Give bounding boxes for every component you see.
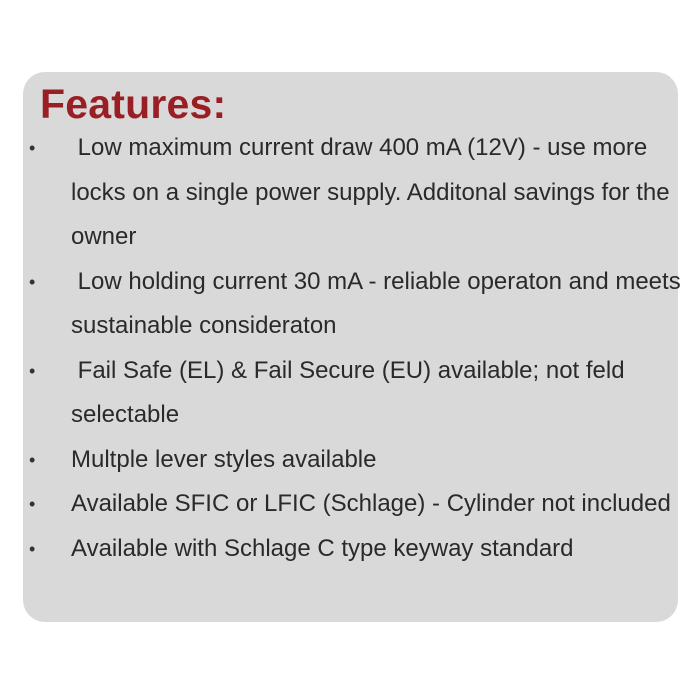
feature-text: Low maximum current draw 400 mA (12V) - use more locks on a single power supply. Additonal savings for the owner — [71, 134, 677, 250]
feature-text: Low holding current 30 mA - reliable operaton and meets sustainable consideraton — [71, 267, 688, 339]
feature-item — [0, 260, 700, 349]
bullet-icon: • — [29, 449, 36, 470]
bullet-icon: • — [29, 271, 36, 292]
feature-item — [0, 438, 700, 483]
features-title: Features: — [40, 81, 227, 127]
bullet-icon: • — [29, 138, 36, 158]
feature-item — [0, 349, 700, 438]
feature-text: Available SFIC or LFIC (Schlage) - Cylinder not included — [71, 490, 671, 517]
bullet-icon: • — [29, 538, 36, 559]
feature-item — [0, 527, 700, 572]
feature-text: Multple lever styles available — [71, 445, 377, 473]
bullet-icon: • — [29, 360, 36, 381]
features-list — [0, 126, 700, 571]
bullet-icon: • — [29, 494, 36, 514]
feature-text: Fail Safe (EL) & Fail Secure (EU) available; not feld selectable — [71, 356, 632, 428]
feature-text: Available with Schlage C type keyway standard — [71, 534, 574, 562]
feature-item — [0, 126, 700, 260]
feature-item — [0, 482, 700, 527]
